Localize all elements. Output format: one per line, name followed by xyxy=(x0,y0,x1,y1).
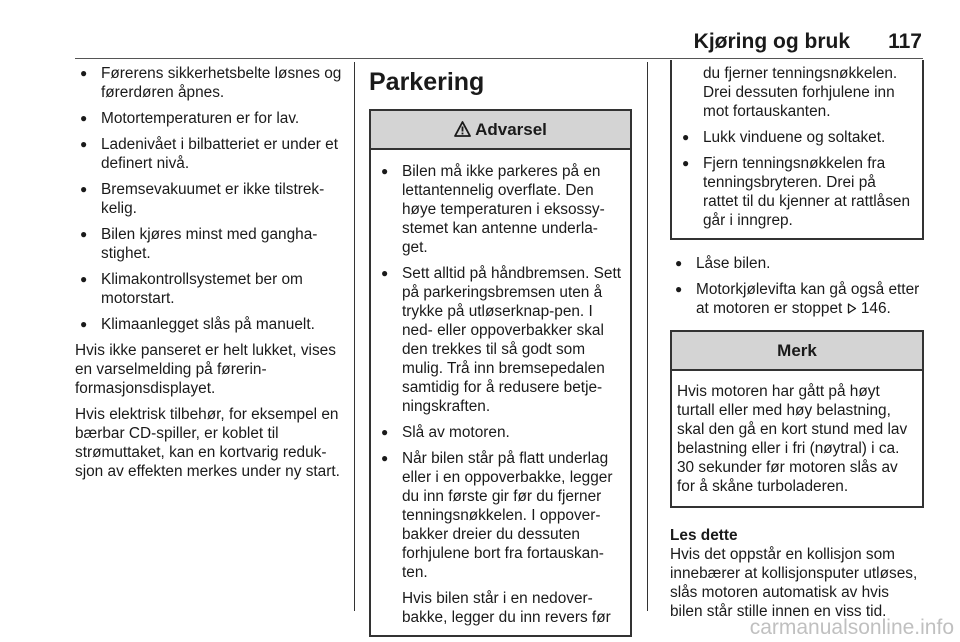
column-divider-2 xyxy=(647,62,648,611)
list-item: ● Bilen kjøres minst med gangha-stighet. xyxy=(75,225,345,263)
warning-list-continued xyxy=(677,128,914,230)
warning-box-continued xyxy=(670,60,924,240)
column-divider-1 xyxy=(354,62,355,611)
list-item: ● Når bilen står på flatt underlag eller i en oppoverbakke, legger du inn første gir før du fjerner tenningsnøkkelen. I oppover-bakker dreier du dessuten forhjulene bort fra fortauskan-ten. xyxy=(376,449,622,582)
parking-list xyxy=(670,254,924,318)
warning-title: Advarsel xyxy=(475,120,547,139)
warning-header xyxy=(371,111,630,150)
warning-continuation: Hvis bilen står i en nedover-bakke, legger du inn revers før xyxy=(402,590,611,626)
warning-body xyxy=(371,150,630,635)
list-item: ● Låse bilen. xyxy=(670,254,924,273)
note-body xyxy=(672,371,922,506)
list-item: ● Ladenivået i bilbatteriet er under et definert nivå. xyxy=(75,135,345,173)
column-left xyxy=(75,64,345,488)
page-header xyxy=(0,30,960,54)
list-item-reference xyxy=(670,280,924,318)
list-item: ● Klimakontrollsystemet ber om motorstart. xyxy=(75,270,345,308)
les-dette-label: Les dette xyxy=(670,527,738,544)
header-rule xyxy=(75,58,923,59)
note-header: Merk xyxy=(672,332,922,371)
paragraph: Hvis ikke panseret er helt lukket, vises en varselmelding på førerin-formasjonsdisplayet. xyxy=(75,342,336,397)
note-box xyxy=(670,330,924,508)
section-heading: Parkering xyxy=(369,68,485,96)
warning-triangle-icon xyxy=(454,113,471,150)
warning-list xyxy=(376,162,622,582)
list-item: ● Slå av motoren. xyxy=(376,423,622,442)
column-middle xyxy=(369,64,632,637)
list-item: ● Førerens sikkerhetsbelte løsnes og førerdøren åpnes. xyxy=(75,64,345,102)
list-item: ● Klimaanlegget slås på manuelt. xyxy=(75,315,345,334)
list-item: ● Bremsevakuumet er ikke tilstrek-kelig. xyxy=(75,180,345,218)
section-title-header: Kjøring og bruk xyxy=(693,30,850,53)
arrow-reference-icon xyxy=(847,300,861,317)
list-item: ● Bilen må ikke parkeres på en lettantennelig overflate. Den høye temperaturen i eksossy-stemet kan antenne underla-get. xyxy=(376,162,622,257)
les-dette-text: Hvis det oppstår en kollisjon som innebærer at kollisjonsputer utløses, slås motoren automatisk av hvis bilen står stille innen en viss tid. xyxy=(670,546,918,620)
column-right xyxy=(670,62,924,621)
watermark: carmanualsonline.info xyxy=(749,616,954,639)
page-number: 117 xyxy=(888,30,922,53)
list-item: ● Fjern tenningsnøkkelen fra tenningsbryteren. Drei på rattet til du kjenner at rattlåsen går i inngrep. xyxy=(677,154,914,230)
list-item: ● Lukk vinduene og soltaket. xyxy=(677,128,914,147)
warning-box xyxy=(369,109,632,637)
paragraph: Hvis elektrisk tilbehør, for eksempel en bærbar CD-spiller, er koblet til strømuttaket, kan en kortvarig reduk-sjon av effekten merkes under ny start. xyxy=(75,406,340,480)
reference-page: 146. xyxy=(860,300,891,317)
warning-continuation-text: du fjerner tenningsnøkkelen. Drei dessuten forhjulene inn mot fortauskanten. xyxy=(703,65,898,120)
condition-list xyxy=(75,64,345,334)
reference-text: Motorkjølevifta kan gå også etter at motoren er stoppet xyxy=(696,281,920,317)
list-item: ● Motortemperaturen er for lav. xyxy=(75,109,345,128)
note-text: Hvis motoren har gått på høyt turtall eller med høy belastning, skal den gå en kort stund med lav belastning eller i fri (nøytral) i ca. 30 sekunder før motoren slås av for å skåne turboladeren. xyxy=(677,383,908,495)
list-item: ● Sett alltid på håndbremsen. Sett på parkeringsbremsen uten å trykke på utløserknap-pen. I ned- eller oppoverbakker skal den trekkes til så godt som mulig. Trå inn bremsepedalen samtidig for å redusere betje-ningskraften. xyxy=(376,264,622,416)
